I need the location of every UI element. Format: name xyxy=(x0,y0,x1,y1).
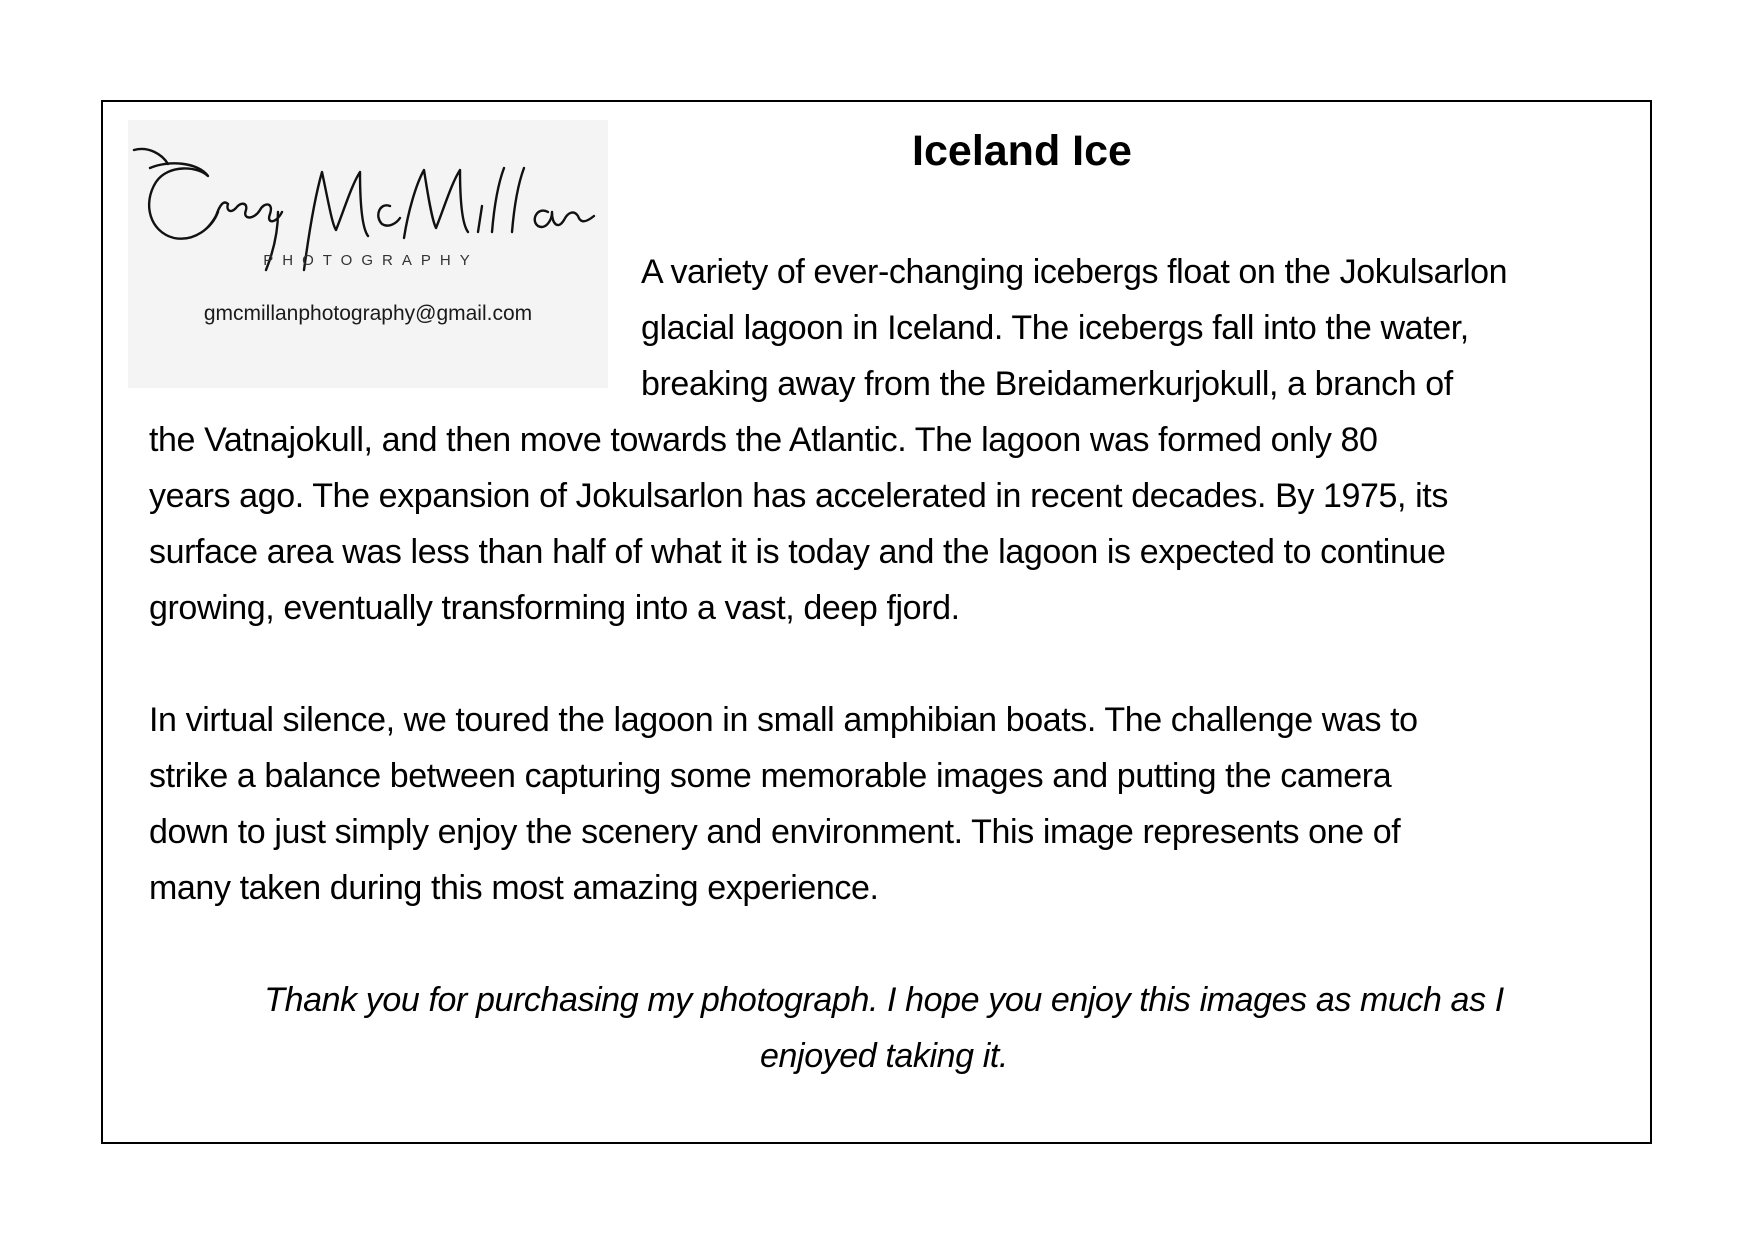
contact-email: gmcmillanphotography@gmail.com xyxy=(203,302,533,325)
paragraph-line: many taken during this most amazing experience. xyxy=(149,869,879,907)
paragraph-line: surface area was less than half of what it is today and the lagoon is expected to continue xyxy=(149,533,1446,571)
paragraph-line: glacial lagoon in Iceland. The icebergs fall into the water, xyxy=(641,309,1469,347)
page-title xyxy=(620,124,1680,178)
paragraph-line: A variety of ever-changing icebergs float on the Jokulsarlon xyxy=(641,253,1508,291)
logo-subtitle: PHOTOGRAPHY xyxy=(263,252,479,269)
title-text: Iceland Ice xyxy=(912,127,1132,175)
paragraph-line: the Vatnajokull, and then move towards the Atlantic. The lagoon was formed only 80 xyxy=(149,421,1378,459)
paragraph-line: growing, eventually transforming into a vast, deep fjord. xyxy=(149,589,960,627)
thank-you-line: Thank you for purchasing my photograph. I hope you enjoy this images as much as I xyxy=(264,981,1504,1019)
thank-you-line: enjoyed taking it. xyxy=(760,1037,1008,1075)
paragraph-line: years ago. The expansion of Jokulsarlon has accelerated in recent decades. By 1975, its xyxy=(149,477,1448,515)
paragraph-line: In virtual silence, we toured the lagoon in small amphibian boats. The challenge was to xyxy=(149,701,1418,739)
paragraph-line: down to just simply enjoy the scenery and environment. This image represents one of xyxy=(149,813,1401,851)
paragraph-line: breaking away from the Breidamerkurjokull, a branch of xyxy=(641,365,1453,403)
photographer-logo xyxy=(128,120,608,388)
paragraph-line: strike a balance between capturing some memorable images and putting the camera xyxy=(149,757,1392,795)
